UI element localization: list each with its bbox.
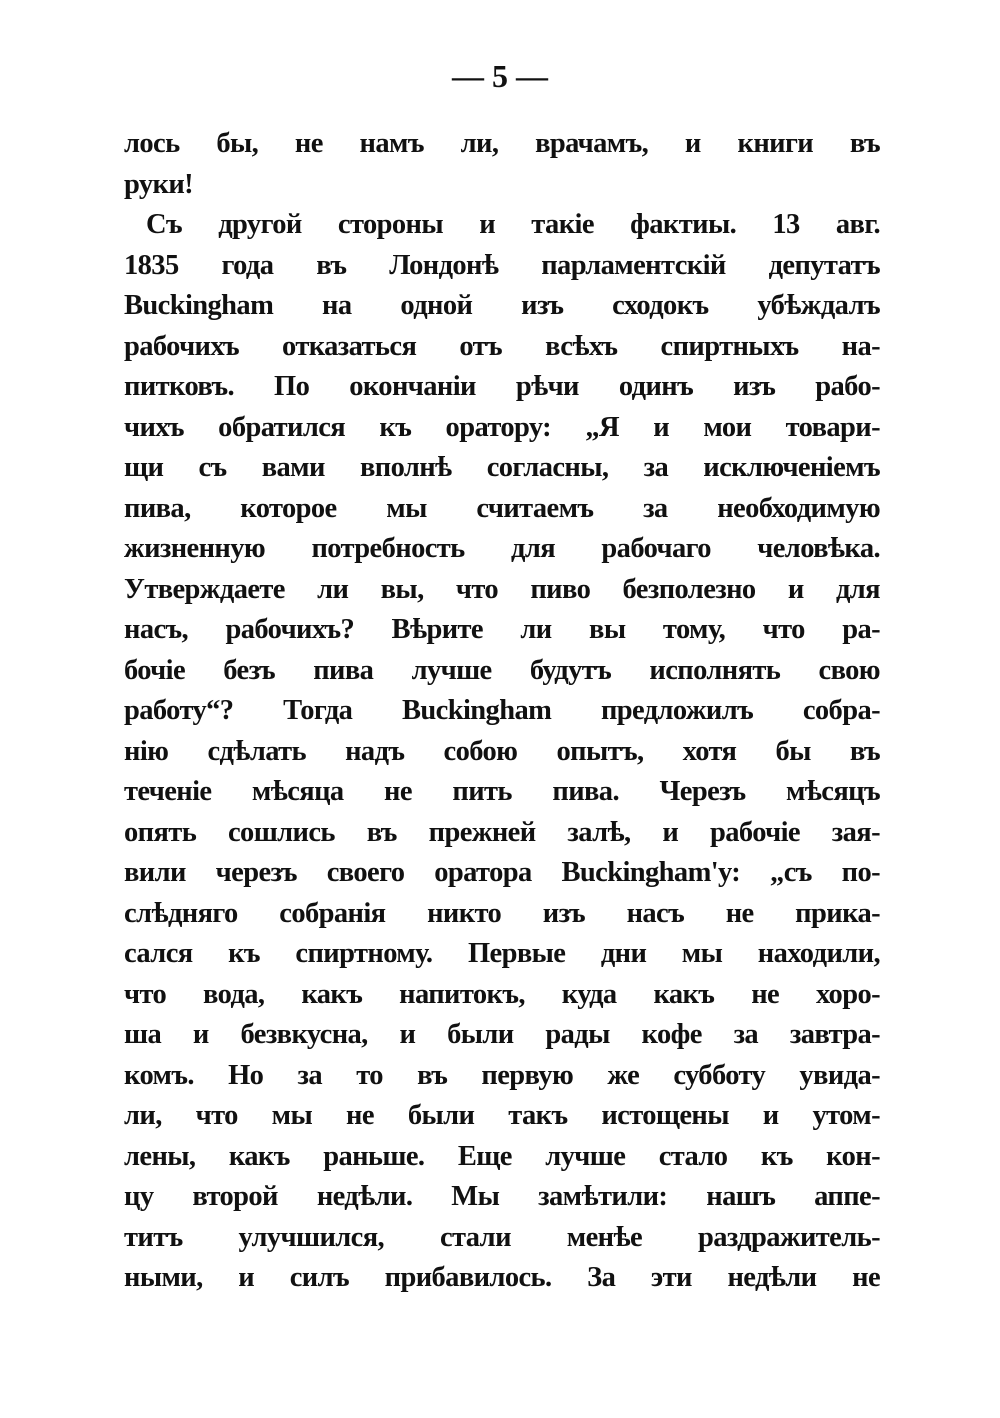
text-line: Съ другой стороны и такіе фактиы. 13 авг. [146,209,880,240]
text-line: комъ. Но за то въ первую же субботу увида- [124,1059,880,1091]
text-line: 1835 года въ Лондонѣ парламентскій депутатъ [124,249,880,281]
text-line: Утверждаете ли вы, что пиво безполезно и для [124,573,880,605]
text-line: рабочихъ отказаться отъ всѣхъ спиртныхъ на- [124,330,880,362]
text-line: титъ улучшился, стали менѣе раздражитель- [124,1221,880,1253]
text-line: Buckingham на одной изъ сходокъ убѣждалъ [124,290,880,321]
text-line: сался къ спиртному. Первые дни мы находили, [124,938,880,969]
text-line: бочіе безъ пива лучше будутъ исполнять свою [124,654,880,686]
text-line: жизненную потребность для рабочаго человѣка. [124,533,880,564]
text-line: лось бы, не намъ ли, врачамъ, и книги въ [124,128,880,159]
text-line: что вода, какъ напитокъ, куда какъ не хоро- [124,978,880,1010]
body-text [124,124,880,1299]
text-line: питковъ. По окончаніи рѣчи одинъ изъ рабо- [124,371,880,402]
text-line: щи съ вами вполнѣ согласны, за исключеніемъ [124,452,880,483]
text-line: опять сошлись въ прежней залѣ, и рабочіе зая- [124,816,880,848]
text-line: нію сдѣлать надъ собою опытъ, хотя бы въ [124,735,880,767]
text-line: пива, которое мы считаемъ за необходимую [124,492,880,524]
text-line: слѣдняго собранія никто изъ насъ не прика- [124,897,880,929]
text-line: вили черезъ своего оратора Buckingham'у: „съ по- [124,857,880,888]
text-line: чихъ обратился къ оратору: „Я и мои товари- [124,411,880,443]
text-line: работу“? Тогда Buckingham предложилъ собра- [124,695,880,726]
text-line: ша и безвкусна, и были рады кофе за завтра- [124,1019,880,1050]
text-line: ными, и силъ прибавилось. За эти недѣли не [124,1262,880,1293]
text-line: насъ, рабочихъ? Вѣрите ли вы тому, что ра- [124,614,880,645]
text-line: цу второй недѣли. Мы замѣтили: нашъ аппе- [124,1181,880,1212]
text-line: лены, какъ раньше. Еще лучше стало къ кон- [124,1140,880,1172]
text-line: руки! [124,168,194,200]
page-number: — 5 — [452,58,548,94]
text-line: теченіе мѣсяца не пить пива. Черезъ мѣсяцъ [124,776,880,807]
text-line: ли, что мы не были такъ истощены и утом- [124,1100,880,1131]
